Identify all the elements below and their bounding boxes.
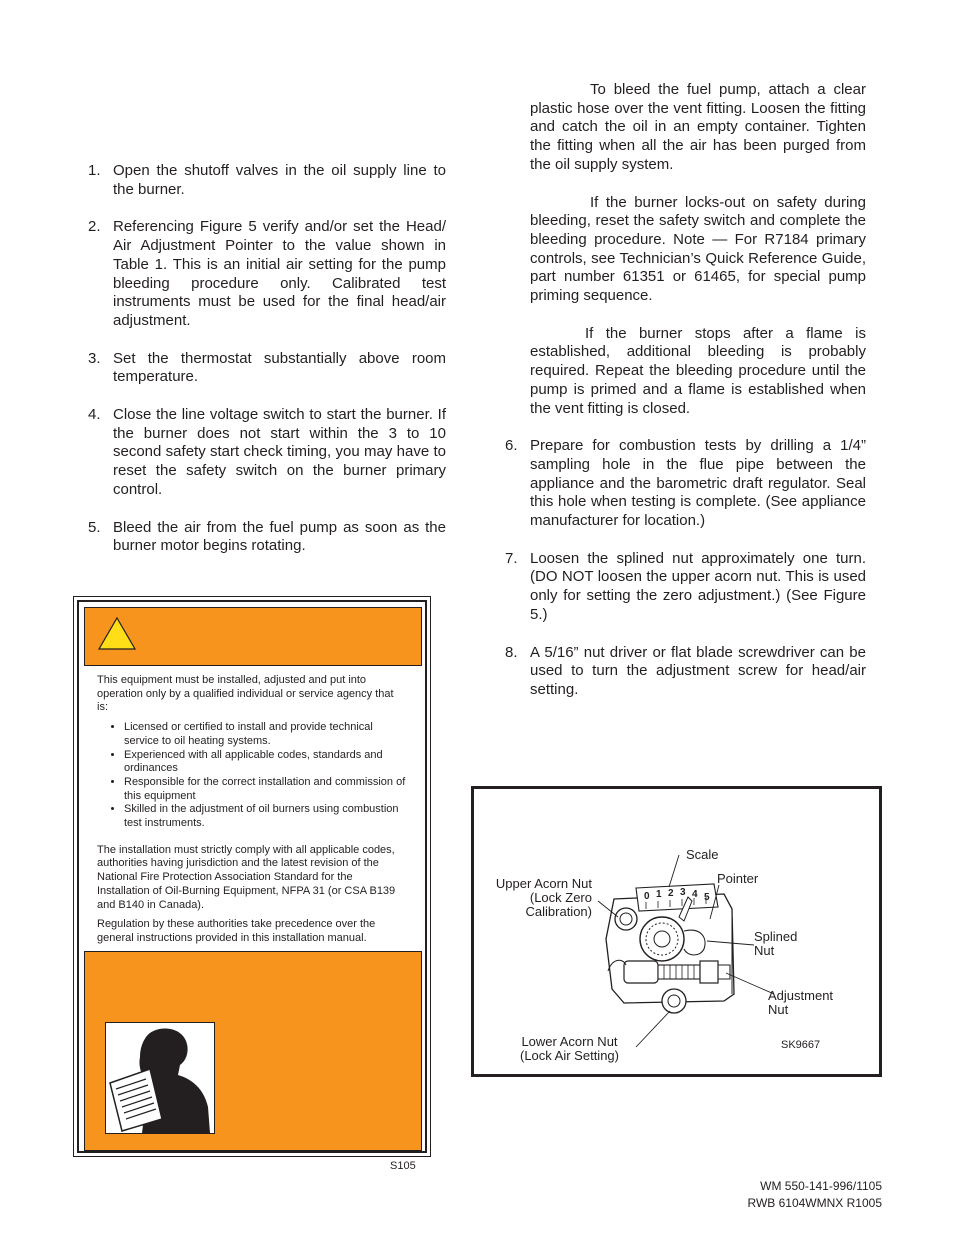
step-5 xyxy=(88,519,446,556)
figure-code: SK9667 xyxy=(781,1039,821,1051)
step-text: A 5/16” nut driver or flat blade screwdriver can be used to turn the adjustment screw for head/air setting. xyxy=(530,643,866,698)
list-item: • Responsible for the correct installation and commission of this equipment xyxy=(124,776,407,803)
label-line: Nut xyxy=(754,943,775,958)
scale-number: 1 xyxy=(656,889,662,900)
lockout-paragraph: If the burner locks-out on safety during bleeding, reset the safety switch and complete the bleeding procedure. Note — For R7184 primary controls, see Technician’s Quick Reference Guide, part number 61351 or 61465, for special pump priming sequence. xyxy=(530,193,866,305)
label-line: Splined xyxy=(754,929,798,944)
qualification-list xyxy=(97,721,407,831)
list-item: • Licensed or certified to install and provide technical service to oil heating systems. xyxy=(124,721,407,748)
step-text: Prepare for combustion tests by drilling a 1/4” sampling hole in the flue pipe between the appliance and the barometric draft regulator. Seal this hole when testing is complete. (See appliance manufacturer for location.) xyxy=(530,437,866,530)
warning-intro: This equipment must be installed, adjusted and put into operation only by a qualified individual or service agency that is: xyxy=(97,674,394,714)
step-8 xyxy=(505,644,866,700)
warning-triangle-icon xyxy=(97,616,137,652)
step-text: Set the thermostat substantially above room temperature. xyxy=(113,349,446,386)
label-line: (Lock Air Setting) xyxy=(520,1048,619,1063)
step-number: 1. xyxy=(88,162,101,179)
regulation-text: Regulation by these authorities take precedence over the general instructions provided in this installation manual. xyxy=(97,918,376,944)
step-text: Close the line voltage switch to start the burner. If the burner does not start within the 3 to 10 second safety start check timing, you may have to reset the safety switch on the burner primary control. xyxy=(113,406,446,498)
list-item: • Skilled in the adjustment of oil burners using combustion test instruments. xyxy=(124,803,407,830)
step-number: 5. xyxy=(88,518,101,536)
list-item: • Experienced with all applicable codes, standards and ordinances xyxy=(124,749,407,776)
splined-nut-label xyxy=(754,930,797,958)
warning-footer xyxy=(84,951,422,1151)
scale-number: 4 xyxy=(692,889,698,900)
right-column xyxy=(505,81,866,719)
step-text: Open the shutoff valves in the oil supply line to the burner. xyxy=(113,162,446,198)
step-number: 7. xyxy=(505,549,518,567)
step-number: 2. xyxy=(88,218,101,236)
lower-acorn-label xyxy=(520,1035,619,1063)
scale-number: 0 xyxy=(644,891,650,902)
warning-header xyxy=(84,607,422,666)
figure-head-air-adjustment xyxy=(471,786,882,1077)
step-text: Referencing Figure 5 verify and/or set the Head/ Air Adjustment Pointer to the value shown in Table 1. This is an initial air setting for the pump bleeding procedure only. Calibrated test instruments must be used for the final head/air adjustment. xyxy=(113,218,446,329)
pointer-label: Pointer xyxy=(717,871,759,886)
step-number: 8. xyxy=(505,643,518,661)
flame-stops-paragraph: If the burner stops after a flame is established, additional bleeding is probably required. Repeat the bleeding procedure until the pump is primed and a flame is established when the vent fitting is closed. xyxy=(530,324,866,417)
step-number: 4. xyxy=(88,406,101,424)
scale-number: 3 xyxy=(680,887,686,898)
label-line: Lower Acorn Nut xyxy=(521,1034,618,1049)
scale-number: 5 xyxy=(704,892,710,903)
step-number: 6. xyxy=(505,437,518,455)
warning-body xyxy=(97,674,407,952)
label-line: (Lock Zero xyxy=(529,890,592,905)
step-2 xyxy=(88,218,446,330)
adjustment-plate-diagram xyxy=(474,789,879,1074)
step-text: Loosen the splined nut approximately one turn. (DO NOT loosen the upper acorn nut. This is used only for setting the zero adjustment.) (See Figure 5.) xyxy=(530,549,866,623)
step-3 xyxy=(88,350,446,387)
adjustment-nut-label xyxy=(768,989,833,1017)
warning-box-inner xyxy=(77,600,427,1153)
step-1 xyxy=(88,162,446,199)
warning-box xyxy=(73,596,431,1157)
left-column xyxy=(88,162,446,575)
warning-code: S105 xyxy=(390,1160,416,1172)
step-text: Bleed the air from the fuel pump as soon as the burner motor begins rotating. xyxy=(113,518,446,555)
upper-acorn-label xyxy=(474,877,592,919)
bleed-paragraph: To bleed the fuel pump, attach a clear plastic hose over the vent fitting. Loosen the fitting and catch the oil in an empty container. Tighten the fitting when all the air has been purged from the oil supply system. xyxy=(530,81,866,173)
label-line: Calibration) xyxy=(525,904,592,919)
reading-manual-icon xyxy=(105,1022,215,1134)
compliance-text: The installation must strictly comply with all applicable codes, authorities having jurisdiction and the latest revision of the National Fire Protection Association Standard for the Installation of Oil-Burning Equipment, NFPA 31 (or CSA B139 and B140 in Canada). xyxy=(97,843,396,911)
step-4 xyxy=(88,406,446,500)
step-6 xyxy=(505,437,866,531)
label-line: Adjustment xyxy=(768,988,834,1003)
step-number: 3. xyxy=(88,349,101,367)
document-number: RWB 6104WMNX R1005 xyxy=(747,1196,882,1210)
scale-label: Scale xyxy=(686,847,719,862)
step-7 xyxy=(505,550,866,625)
label-line: Upper Acorn Nut xyxy=(495,876,592,891)
label-line: Nut xyxy=(768,1002,789,1017)
document-numbers xyxy=(748,1178,883,1212)
document-number: WM 550-141-996/1105 xyxy=(760,1179,882,1193)
scale-number: 2 xyxy=(668,888,674,899)
